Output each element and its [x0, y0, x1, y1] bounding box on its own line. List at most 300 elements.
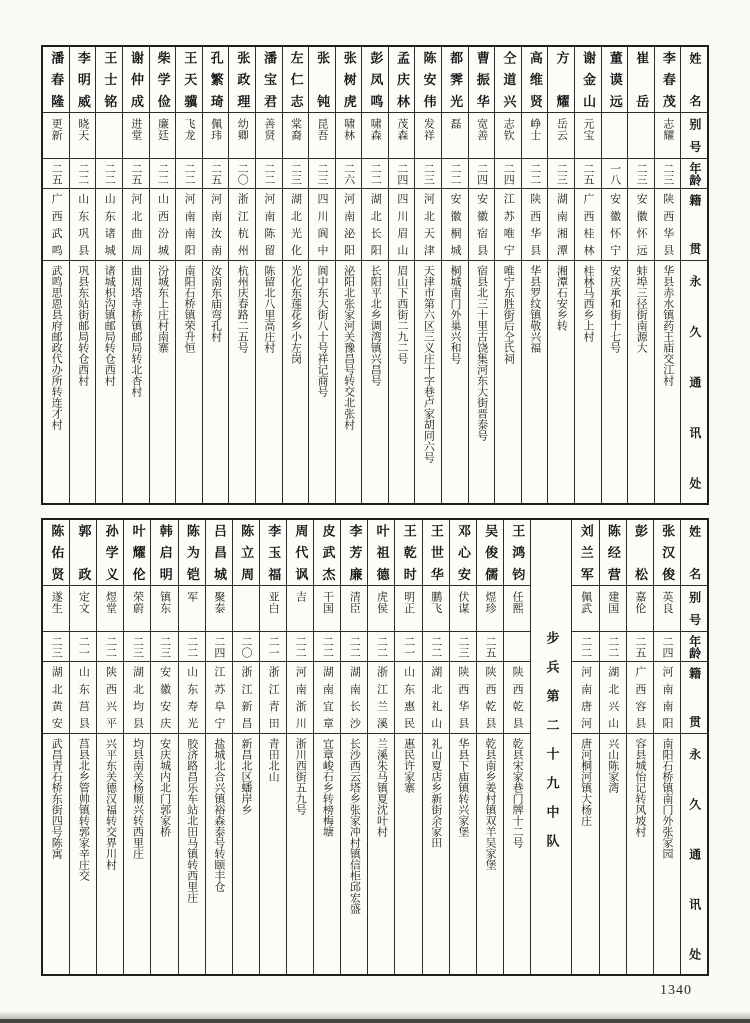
age-cell [176, 159, 202, 189]
name-cell [522, 47, 548, 113]
name-cell [283, 47, 309, 113]
address-cell [495, 261, 521, 503]
roster-column [574, 47, 601, 503]
roster-column [202, 47, 229, 503]
alias-cell-text: 善贤 [262, 118, 275, 141]
header-name-text: 姓名 [687, 52, 702, 107]
alias-cell [442, 113, 468, 159]
age-cell [70, 632, 96, 662]
origin-cell [442, 189, 468, 261]
name-cell-text: 左仁志 [288, 51, 304, 108]
age-cell [287, 632, 313, 662]
alias-cell-text: 荣蔚 [131, 591, 144, 614]
name-cell [96, 47, 122, 113]
age-cell [572, 632, 598, 662]
alias-cell-text: 英良 [660, 591, 673, 614]
origin-cell-text: 安徽桐城 [449, 193, 462, 256]
alias-cell [260, 586, 286, 632]
address-cell-text: 陈留北八里高庄村 [262, 265, 275, 353]
alias-cell-text: 吉 [294, 591, 307, 603]
alias-cell [150, 113, 176, 159]
address-cell-text: 阆中东大街八十号祥记商号 [316, 265, 329, 397]
age-cell-text: 二二 [321, 635, 334, 658]
origin-cell-text: 安徽安庆 [158, 666, 171, 729]
address-cell [206, 734, 232, 974]
roster-column [449, 520, 476, 974]
name-cell [389, 47, 415, 113]
roster-column [259, 520, 286, 974]
origin-cell [522, 189, 548, 261]
roster-column [313, 520, 340, 974]
origin-cell [477, 662, 503, 734]
alias-cell [504, 586, 530, 632]
header-origin-text: 籍贯 [687, 667, 702, 728]
origin-cell-text: 湖北兴山 [606, 666, 619, 729]
alias-cell [70, 113, 96, 159]
alias-cell-text: 峥士 [528, 118, 541, 141]
origin-cell-text: 山东巩县 [76, 193, 89, 256]
age-cell [124, 632, 150, 662]
origin-cell [203, 189, 229, 261]
origin-cell [256, 189, 282, 261]
name-cell-text: 韩启明 [157, 524, 173, 581]
alias-cell [395, 586, 421, 632]
alias-cell-text: 宽善 [475, 118, 488, 141]
address-cell [229, 261, 255, 503]
alias-cell-text: 元宝 [581, 118, 594, 141]
address-cell [572, 734, 598, 974]
age-cell [309, 159, 335, 189]
name-cell [179, 520, 205, 586]
address-cell-text: 诸城枳沟镇邮局转仓西村 [103, 265, 116, 386]
alias-cell [522, 113, 548, 159]
address-cell-text: 长阳平北乡调湾镇兴昌号 [369, 265, 382, 386]
origin-cell-text: 四川阆中 [316, 193, 329, 256]
alias-cell-text: 进堂 [129, 118, 142, 141]
origin-cell-text: 陕西乾县 [483, 666, 496, 729]
age-cell [151, 632, 177, 662]
origin-cell-text: 广西容县 [633, 666, 646, 729]
address-cell [341, 734, 367, 974]
name-cell-text: 李玉福 [266, 524, 282, 581]
name-cell-text: 吕昌城 [212, 524, 227, 581]
roster-column [150, 520, 177, 974]
name-cell [314, 520, 340, 586]
origin-cell-text: 湖南宜章 [321, 666, 334, 729]
age-cell [548, 159, 574, 189]
age-cell [341, 632, 367, 662]
address-cell-text: 桐城南门外巢兴和号 [449, 265, 462, 364]
name-cell-text: 孔繁琦 [208, 51, 224, 108]
header-age [681, 632, 707, 662]
origin-cell-text: 陕西兴平 [104, 666, 117, 729]
address-cell-text: 华县下庙镇转兴家堡 [456, 738, 469, 837]
name-cell [495, 47, 521, 113]
alias-cell-text: 啸林 [342, 118, 355, 141]
age-cell [314, 632, 340, 662]
name-cell-text: 王乾时 [401, 524, 417, 581]
origin-cell-text: 山东寿光 [185, 666, 198, 729]
origin-cell [309, 189, 335, 261]
alias-cell [206, 586, 232, 632]
origin-cell [575, 189, 601, 261]
alias-cell [283, 113, 309, 159]
origin-cell-text: 湖北礼山 [429, 666, 442, 729]
name-cell-text: 潘春隆 [49, 51, 65, 108]
alias-cell [179, 586, 205, 632]
age-cell [654, 632, 680, 662]
origin-cell-text: 广西武鸣 [50, 193, 63, 256]
name-cell-text: 张树虎 [341, 51, 357, 108]
name-cell [43, 47, 69, 113]
roster-column [521, 47, 548, 503]
age-cell-text: 二五 [581, 162, 594, 185]
name-cell [203, 47, 229, 113]
name-cell [341, 520, 367, 586]
origin-cell [314, 662, 340, 734]
age-cell-text: 二六 [342, 162, 355, 185]
origin-cell-text: 陕西华县 [528, 193, 541, 256]
age-cell-text: 二三 [456, 635, 469, 658]
alias-cell [97, 586, 123, 632]
origin-cell-text: 江苏唯宁 [502, 193, 515, 256]
address-cell-text: 惠民许家寨 [402, 738, 415, 793]
alias-cell [654, 586, 680, 632]
age-cell [477, 632, 503, 662]
scan-bottom-edge [0, 1019, 750, 1023]
age-cell [43, 159, 69, 189]
origin-cell-text: 浙江青田 [267, 666, 280, 729]
name-cell [151, 520, 177, 586]
origin-cell [362, 189, 388, 261]
address-cell-text: 盐城北合兴镇裕森泰号转颐丰仓 [212, 738, 225, 892]
origin-cell-text: 河南陈留 [262, 193, 275, 256]
origin-cell-text: 浙江兰溪 [375, 666, 388, 729]
name-cell-text: 王士铭 [102, 51, 118, 108]
header-origin [681, 662, 707, 734]
address-cell [151, 734, 177, 974]
origin-cell [97, 662, 123, 734]
address-cell [283, 261, 309, 503]
address-cell-text: 容县城怡记转风坡村 [633, 738, 646, 837]
name-cell-text: 周代讽 [293, 524, 309, 581]
alias-cell [548, 113, 574, 159]
address-cell-text: 唯宁东胜街后仝氏祠 [502, 265, 515, 364]
age-cell-text: 二二 [156, 162, 169, 185]
name-cell-text: 皮武杰 [320, 524, 336, 581]
address-cell-text: 泌阳北张家河关豫昌号转交北张村 [342, 265, 355, 430]
alias-cell [70, 586, 96, 632]
origin-cell-text: 广西桂林 [581, 193, 594, 256]
origin-cell-text: 湖北均县 [131, 666, 144, 729]
origin-cell-text: 湖南湘潭 [555, 193, 568, 256]
age-cell [96, 159, 122, 189]
alias-cell-text: 遂生 [50, 591, 63, 614]
address-cell-text: 天津市第六区三义庄十字巷卢家胡同六号 [422, 265, 435, 463]
alias-cell-text: 虎侯 [375, 591, 388, 614]
name-cell-text: 潘宝君 [261, 51, 277, 108]
origin-cell-text: 河北天津 [422, 193, 435, 256]
age-cell-text: 二二 [375, 635, 388, 658]
address-cell-text: 湘潭石安乡转 [555, 265, 568, 331]
address-cell-text: 新昌北区蟠岸乡 [239, 738, 252, 815]
roster-column [43, 47, 69, 503]
name-cell [572, 520, 598, 586]
age-cell [602, 159, 628, 189]
name-cell [368, 520, 394, 586]
name-cell-text: 谢仲成 [129, 51, 144, 108]
section-title [531, 520, 571, 974]
alias-cell-text: 磊 [449, 118, 462, 130]
origin-cell-text: 山东莒县 [77, 666, 90, 729]
name-cell-text: 谢金山 [581, 51, 597, 108]
address-cell [362, 261, 388, 503]
roster-column [414, 47, 441, 503]
address-cell [70, 261, 96, 503]
age-cell-text: 二二 [579, 635, 592, 658]
origin-cell-text: 河南南阳 [660, 666, 673, 729]
alias-cell-text: 志钦 [502, 118, 515, 141]
roster-column [340, 520, 367, 974]
origin-cell [70, 189, 96, 261]
age-cell [522, 159, 548, 189]
name-cell-text: 陈佑贤 [49, 524, 65, 581]
address-cell-text: 武昌青石桥东街四号陈寓 [50, 738, 63, 859]
age-cell-text: 二四 [212, 635, 225, 658]
age-cell [43, 632, 69, 662]
name-cell-text: 王天骥 [182, 51, 198, 108]
header-name [681, 520, 707, 586]
age-cell-text: 二三 [555, 162, 568, 185]
age-cell-text: 二四 [502, 162, 515, 185]
origin-cell [229, 189, 255, 261]
origin-cell [206, 662, 232, 734]
header-age-text: 年龄 [687, 161, 702, 186]
age-cell [655, 159, 681, 189]
address-cell [260, 734, 286, 974]
origin-cell [96, 189, 122, 261]
address-cell [522, 261, 548, 503]
address-cell-text: 安庆城内北门郭家桥 [158, 738, 171, 837]
address-cell [504, 734, 530, 974]
roster-column [122, 47, 149, 503]
name-cell-text: 方耀 [554, 51, 570, 108]
name-cell-text: 王世华 [428, 524, 444, 581]
origin-cell [627, 662, 653, 734]
header-column [680, 520, 707, 974]
alias-cell [151, 586, 177, 632]
origin-cell [368, 662, 394, 734]
alias-cell-text: 志耀 [661, 118, 674, 141]
header-origin-text: 籍贯 [687, 194, 702, 255]
age-cell-text: 二三 [422, 162, 435, 185]
age-cell-text: 二〇 [236, 162, 249, 185]
origin-cell [70, 662, 96, 734]
roster-column [308, 47, 335, 503]
alias-cell-text: 镇东 [158, 591, 171, 614]
alias-cell [96, 113, 122, 159]
name-cell-text: 陈安伟 [421, 51, 437, 108]
name-cell [70, 520, 96, 586]
roster-column [123, 520, 150, 974]
header-alias [681, 586, 707, 632]
alias-cell [203, 113, 229, 159]
alias-cell [341, 586, 367, 632]
address-cell [309, 261, 335, 503]
origin-cell-text: 湖南长沙 [348, 666, 361, 729]
address-cell [450, 734, 476, 974]
name-cell [395, 520, 421, 586]
address-cell [336, 261, 362, 503]
name-cell [423, 520, 449, 586]
name-cell-text: 陈立周 [239, 524, 255, 581]
age-cell-text: 二二 [369, 162, 382, 185]
origin-cell-text: 安徽宿县 [475, 193, 488, 256]
origin-cell [469, 189, 495, 261]
header-alias-text: 别号 [687, 591, 702, 626]
roster-column [96, 520, 123, 974]
origin-cell [123, 189, 149, 261]
roster-column [43, 520, 69, 974]
origin-cell-text: 河南唐河 [579, 666, 592, 729]
roster-column [626, 520, 653, 974]
roster-column [286, 520, 313, 974]
name-cell-text: 李芳廉 [347, 524, 363, 581]
address-cell [575, 261, 601, 503]
alias-cell-text: 廉廷 [156, 118, 169, 141]
age-cell-text: 二二 [103, 162, 116, 185]
roster-column [232, 520, 259, 974]
age-cell [450, 632, 476, 662]
address-cell-text: 桂林马西乡上村 [581, 265, 594, 342]
alias-cell-text: 飞龙 [183, 118, 196, 141]
address-cell [314, 734, 340, 974]
age-cell-text: 二四 [395, 162, 408, 185]
address-cell [203, 261, 229, 503]
origin-cell [423, 662, 449, 734]
address-cell [602, 261, 628, 503]
header-age [681, 159, 707, 189]
name-cell-text: 彭松 [633, 524, 648, 581]
name-cell [362, 47, 388, 113]
age-cell-text: 二三 [661, 162, 674, 185]
address-cell [600, 734, 626, 974]
alias-cell [575, 113, 601, 159]
alias-cell [628, 113, 654, 159]
origin-cell [124, 662, 150, 734]
address-cell-text: 巩县东站街邮局转仓西村 [76, 265, 89, 386]
address-cell-text: 武鸣思恩县府邮政代办所转连才村 [50, 265, 63, 430]
section-column [530, 520, 571, 974]
age-cell [150, 159, 176, 189]
roster-column [599, 520, 626, 974]
alias-cell [176, 113, 202, 159]
address-cell-text: 汝南东庙弯孔村 [209, 265, 222, 342]
alias-cell-text: 干国 [321, 591, 334, 614]
alias-cell [415, 113, 441, 159]
name-cell [309, 47, 335, 113]
address-cell-text: 汾城东上庄村南寨 [156, 265, 169, 353]
address-cell-text: 眉山下西街二九二号 [395, 265, 408, 364]
origin-cell [179, 662, 205, 734]
name-cell [600, 520, 626, 586]
scan-edge-shadow [0, 1011, 750, 1019]
age-cell-text: 二五 [483, 635, 496, 658]
roster-column [494, 47, 521, 503]
name-cell [336, 47, 362, 113]
alias-cell [256, 113, 282, 159]
name-cell [206, 520, 232, 586]
address-cell [43, 734, 69, 974]
name-cell [70, 47, 96, 113]
alias-cell [233, 586, 259, 632]
alias-cell [124, 586, 150, 632]
name-cell-text: 张钝 [315, 51, 331, 108]
address-cell-text: 青田北山 [267, 738, 280, 782]
address-cell-text: 南阳石桥镇荣升恒 [183, 265, 196, 353]
age-cell [389, 159, 415, 189]
roster-column [361, 47, 388, 503]
name-cell-text: 崔岳 [634, 51, 650, 108]
address-cell-text: 兴平东关德汉福转交界川村 [104, 738, 117, 870]
name-cell [627, 520, 653, 586]
address-cell [389, 261, 415, 503]
roster-column [255, 47, 282, 503]
alias-cell-text: 伏谋 [456, 591, 469, 614]
address-cell-text: 莒县北乡管帅镇转郭家辛庄交 [77, 738, 90, 881]
address-cell-text: 胶济路昌乐车站北田马镇转西里庄 [185, 738, 198, 903]
name-cell-text: 郭政 [76, 524, 92, 581]
origin-cell-text: 四川眉山 [395, 193, 408, 256]
alias-cell-text: 定文 [77, 591, 90, 614]
alias-cell-text: 煜堂 [104, 591, 117, 614]
age-cell [368, 632, 394, 662]
alias-cell [314, 586, 340, 632]
address-cell-text: 浙川西街五九号 [294, 738, 307, 815]
origin-cell [389, 189, 415, 261]
age-cell-text: 二二 [262, 162, 275, 185]
alias-cell [450, 586, 476, 632]
age-cell [600, 632, 626, 662]
address-cell-text: 乾县宋家巷门牌十二号 [511, 738, 524, 848]
age-cell-text: 二五 [209, 162, 222, 185]
address-cell [97, 734, 123, 974]
name-cell [575, 47, 601, 113]
origin-cell [233, 662, 259, 734]
alias-cell-text: 佩玮 [209, 118, 222, 141]
alias-cell [336, 113, 362, 159]
age-cell-text: 二五 [633, 635, 646, 658]
age-cell-text: 二五 [129, 162, 142, 185]
address-cell-text: 唐河桐河镇大杨庄 [579, 738, 592, 826]
address-cell [627, 734, 653, 974]
name-cell [654, 520, 680, 586]
address-cell-text: 宜章峻石乡转榜梅塘 [321, 738, 334, 837]
age-cell [395, 632, 421, 662]
origin-cell [628, 189, 654, 261]
age-cell-text: 二二 [606, 635, 619, 658]
alias-cell-text: 茂森 [395, 118, 408, 141]
address-cell-text: 南阳石桥镇南门外张家园 [660, 738, 673, 859]
name-cell [97, 520, 123, 586]
age-cell-text: 二三 [50, 635, 63, 658]
origin-cell [602, 189, 628, 261]
roster-column [178, 520, 205, 974]
age-cell-text: 二二 [76, 162, 89, 185]
header-alias [681, 113, 707, 159]
origin-cell-text: 江苏阜宁 [212, 666, 225, 729]
origin-cell-text: 山东惠民 [402, 666, 415, 729]
